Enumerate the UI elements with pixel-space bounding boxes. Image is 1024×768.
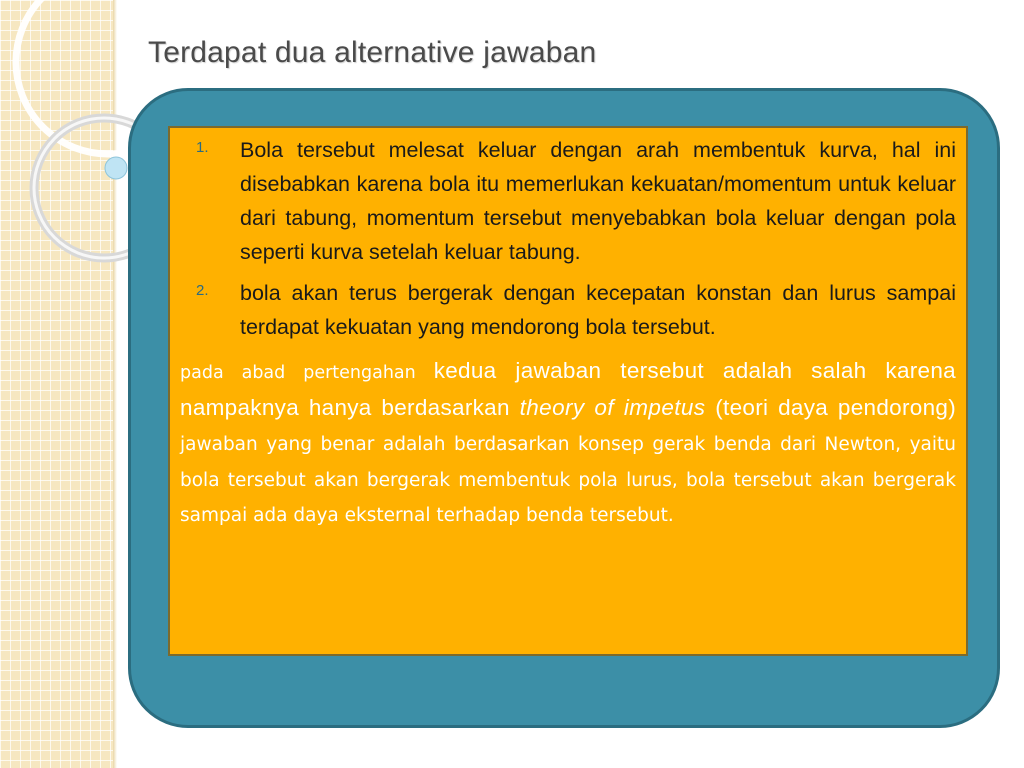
conclusion-paragraph — [180, 354, 956, 534]
list-number: 2. — [196, 282, 209, 299]
paragraph-explanation: jawaban yang benar adalah berdasarkan konsep gerak benda dari Newton, yaitu bola tersebut akan bergerak membentuk pola lurus, bola tersebut akan bergerak sampai ada daya eksternal terhadap benda tersebut. — [180, 434, 956, 526]
deco-dot-blue — [105, 157, 127, 179]
list-item — [180, 133, 956, 269]
list-item-text: bola akan terus bergerak dengan kecepatan konstan dan lurus sampai terdapat kekuatan yang mendorong bola tersebut. — [240, 281, 956, 339]
list-item — [180, 276, 956, 344]
paragraph-statement: kedua jawaban tersebut adalah salah karena nampaknya hanya berdasarkan — [180, 358, 956, 420]
answer-list — [180, 133, 956, 344]
paragraph-theory-term: theory of impetus — [519, 394, 706, 420]
content-box — [168, 126, 968, 656]
list-item-text: Bola tersebut melesat keluar dengan arah membentuk kurva, hal ini disebabkan karena bola itu memerlukan kekuatan/momentum untuk keluar dari tabung, momentum tersebut menyebabkan bola keluar dengan pola seperti kurva setelah keluar tabung. — [240, 138, 956, 264]
paragraph-intro: pada abad pertengahan — [180, 363, 434, 383]
slide-title: Terdapat dua alternative jawaban — [148, 36, 597, 69]
paragraph-theory-gloss: (teori daya pendorong) — [705, 394, 956, 420]
list-number: 1. — [196, 139, 209, 156]
